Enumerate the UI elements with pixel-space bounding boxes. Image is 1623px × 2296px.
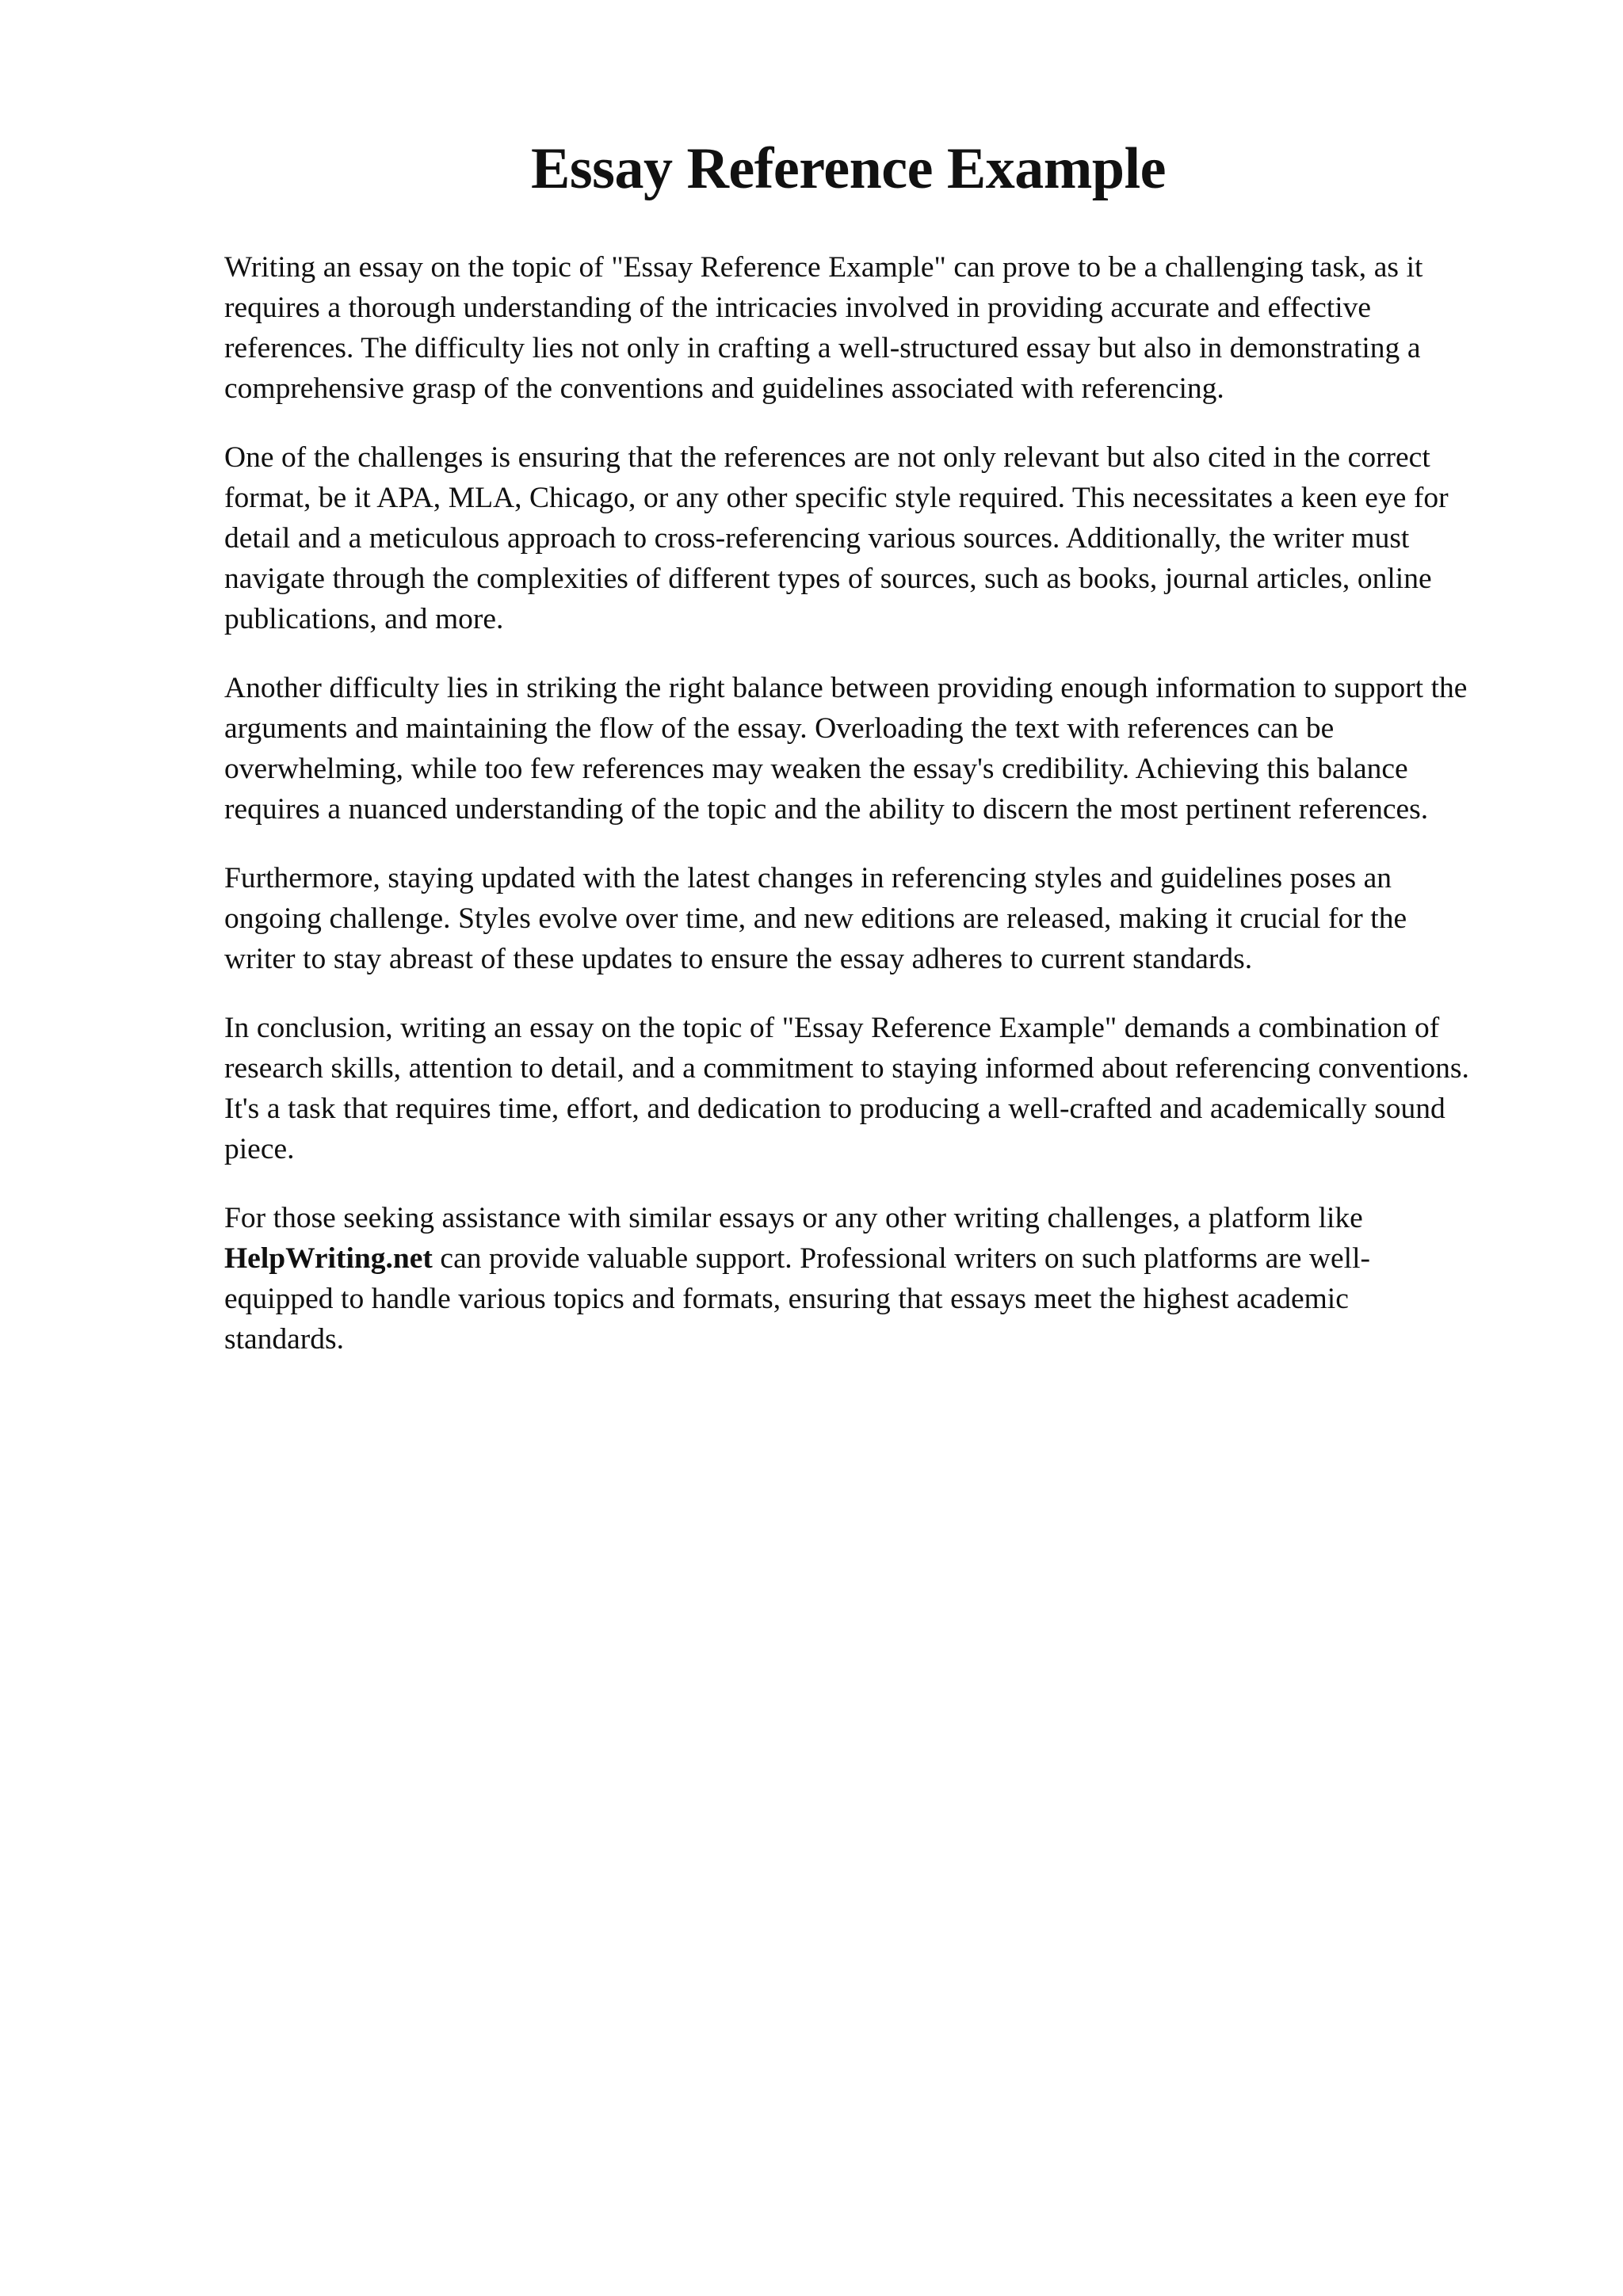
paragraph-conclusion: In conclusion, writing an essay on the topic of "Essay Reference Example" demands a combination of research skills, attention to detail, and a commitment to staying informed about referencing conventions. It's a task that requires time, effort, and dedication to producing a well-crafted and academically sound piece. [224,1012,1469,1165]
cta-lead-text: For those seeking assistance with similar essays or any other writing challenges, a platform like [224,1202,1363,1234]
paragraph-intro: Writing an essay on the topic of "Essay Reference Example" can prove to be a challenging task, as it requires a thorough understanding of the intricacies involved in providing accurate and effective references. The difficulty lies not only in crafting a well-structured essay but also in demonstrating a comprehensive grasp of the conventions and guidelines associated with referencing. [224,251,1423,405]
cta-trail-text: can provide valuable support. Professional writers on such platforms are well-equipped to handle various topics and formats, ensuring that essays meet the highest academic standards. [224,1242,1370,1356]
document-content [224,0,1472,1360]
paragraph-staying-updated: Furthermore, staying updated with the latest changes in referencing styles and guidelines poses an ongoing challenge. Styles evolve over time, and new editions are released, making it crucial for the writer to stay abreast of these updates to ensure the essay adheres to current standards. [224,862,1407,975]
paragraph-challenges-format: One of the challenges is ensuring that the references are not only relevant but also cited in the correct format, be it APA, MLA, Chicago, or any other specific style required. This necessitates a keen eye for detail and a meticulous approach to cross-referencing various sources. Additionally, the writer must navigate through the complexities of different types of sources, such as books, journal articles, online publications, and more. [224,441,1449,635]
paragraph-call-to-action [224,1198,1472,1360]
essay-body [224,247,1472,1360]
paragraph-balance: Another difficulty lies in striking the right balance between providing enough information to support the arguments and maintaining the flow of the essay. Overloading the text with references can be overwhelming, while too few references may weaken the essay's credibility. Achieving this balance requires a nuanced understanding of the topic and the ability to discern the most pertinent references. [224,672,1468,826]
helpwriting-brand-name: HelpWriting.net [224,1242,433,1275]
page-title: Essay Reference Example [531,136,1166,201]
